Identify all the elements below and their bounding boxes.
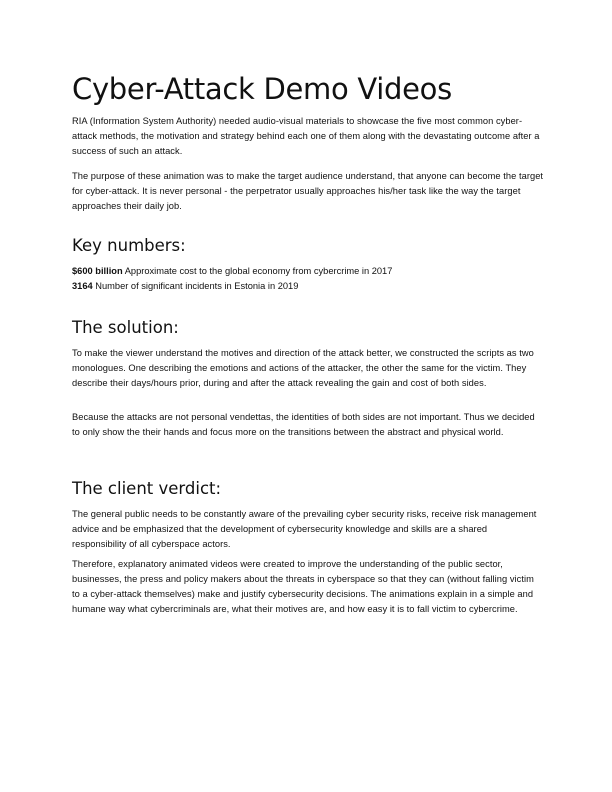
key-number-label: Number of significant incidents in Estonia in 2019	[95, 281, 299, 291]
intro-paragraph-2: The purpose of these animation was to make the target audience understand, that anyone can become the target for cyber-attack. It is never personal - the perpetrator usually approaches his/her task like the way the target approaches their daily job.	[72, 171, 544, 211]
solution-heading: The solution:	[72, 318, 179, 337]
intro-paragraph-1: RIA (Information System Authority) needed audio-visual materials to showcase the five most common cyber-attack methods, the motivation and strategy behind each one of them along with the devastating outcome after a success of such an attack.	[72, 116, 540, 156]
page-title: Cyber-Attack Demo Videos	[72, 72, 452, 106]
solution-paragraph-1: To make the viewer understand the motives and direction of the attack better, we constructed the scripts as two monologues. One describing the emotions and actions of the attacker, the other the same for the victim. They describe their days/hours prior, during and after the attack revealing the gain and cost of both sides.	[72, 348, 534, 388]
key-number-value: 3164	[72, 281, 93, 291]
solution-paragraph-2: Because the attacks are not personal vendettas, the identities of both sides are not important. Thus we decided to only show the their hands and focus more on the transitions between the abstract and physical world.	[72, 412, 535, 437]
verdict-heading: The client verdict:	[72, 479, 222, 498]
key-number-item	[72, 279, 298, 294]
verdict-paragraph-2: Therefore, explanatory animated videos were created to improve the understanding of the public sector, businesses, the press and policy makers about the threats in cyberspace so that they can (without falling victim to a cyber-attack themselves) make and justify cybersecurity decisions. The animations explain in a simple and humane way what cybercriminals are, what their motives are, and how easy it is to fall victim to cybercrime.	[72, 559, 534, 614]
verdict-paragraph-1: The general public needs to be constantly aware of the prevailing cyber security risks, receive risk management advice and be emphasized that the development of cybersecurity knowledge and skills are a shared responsibility of all cyberspace actors.	[72, 509, 537, 549]
key-number-value: $600 billion	[72, 266, 123, 276]
key-number-item	[72, 264, 392, 279]
key-numbers-heading: Key numbers:	[72, 236, 186, 255]
key-number-label: Approximate cost to the global economy from cybercrime in 2017	[124, 266, 393, 276]
